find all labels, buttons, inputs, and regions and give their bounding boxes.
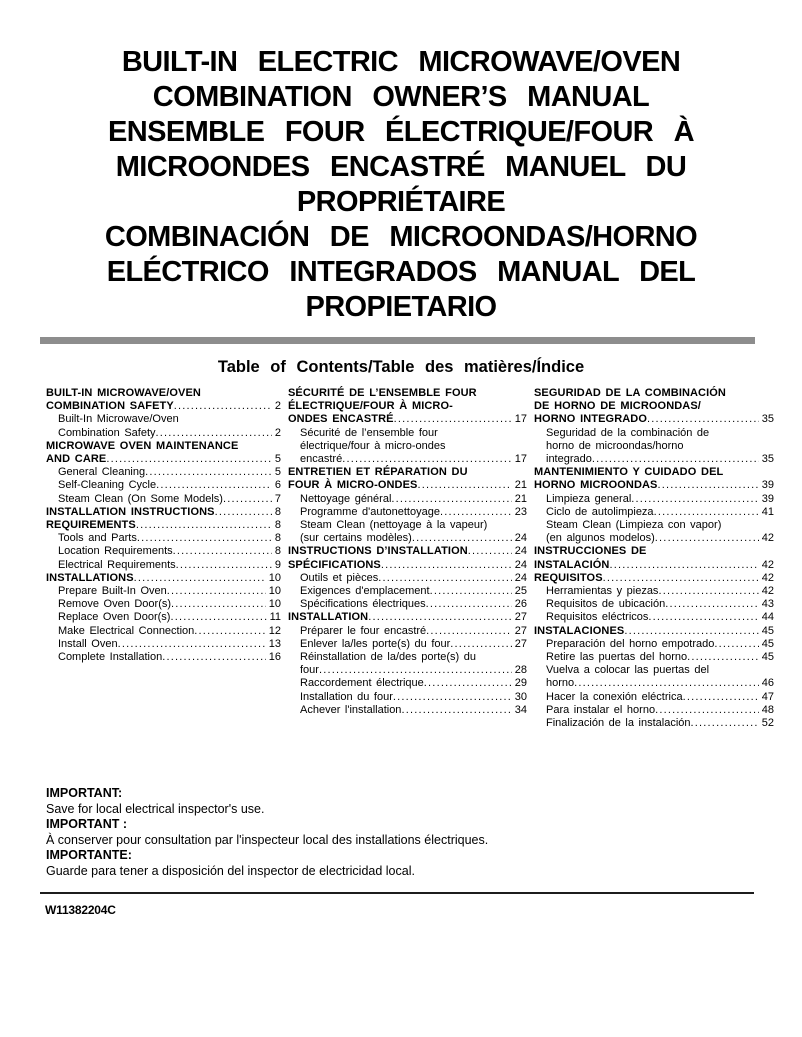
toc-column-spanish	[534, 387, 774, 730]
toc-page-number: 12	[268, 624, 281, 637]
divider-bar	[40, 337, 755, 344]
toc-dot-leader	[118, 638, 266, 651]
toc-row	[288, 493, 527, 506]
toc-dot-leader	[378, 572, 512, 585]
toc-row	[288, 611, 527, 624]
toc-row	[288, 466, 527, 479]
toc-section-label: AND CARE	[46, 453, 107, 466]
notice-text: À conserver pour consultation par l'inspecteur local des installations électriques.	[46, 832, 489, 847]
toc-dot-leader	[223, 493, 272, 506]
toc-section-label: INSTALLATION INSTRUCTIONS	[46, 505, 215, 518]
toc-section-label: HORNO INTEGRADO	[534, 413, 647, 426]
toc-row	[46, 572, 281, 585]
toc-page-number: 2	[274, 400, 281, 413]
toc-entry-label: Replace Oven Door(s)	[58, 611, 171, 624]
toc-dot-leader	[426, 625, 512, 638]
toc-section-label: ÉLECTRIQUE/FOUR À MICRO-	[288, 400, 453, 413]
toc-column-french	[288, 387, 527, 730]
toc-page-number: 30	[514, 690, 527, 703]
toc-dot-leader	[401, 704, 511, 717]
notice-text: Save for local electrical inspector's use.	[46, 801, 265, 816]
toc-row	[46, 493, 281, 506]
toc-page-number: 6	[274, 479, 281, 492]
toc-dot-leader	[136, 519, 272, 532]
toc-entry-label: Tools and Parts	[58, 532, 137, 545]
toc-dot-leader	[658, 585, 758, 598]
toc-section-label: COMBINATION SAFETY	[46, 400, 174, 413]
toc-row	[534, 519, 774, 532]
toc-page-number: 42	[761, 558, 774, 571]
toc-dot-leader	[624, 625, 758, 638]
toc-dot-leader	[174, 400, 272, 413]
toc-row	[46, 651, 281, 664]
toc-row	[534, 506, 774, 519]
toc-dot-leader	[655, 704, 759, 717]
toc-dot-leader	[574, 677, 759, 690]
toc-row	[534, 677, 774, 690]
toc-row	[534, 585, 774, 598]
toc-entry-label: Built-In Microwave/Oven	[58, 413, 179, 426]
toc-page-number: 47	[761, 690, 774, 703]
toc-section-label: INSTALACIONES	[534, 624, 625, 637]
toc-row	[288, 440, 527, 453]
toc-dot-leader	[714, 638, 758, 651]
toc-page-number: 8	[274, 519, 281, 532]
toc-entry-label: Complete Installation	[58, 651, 163, 664]
toc-row	[288, 559, 527, 572]
toc-entry-label: Steam Clean (Limpieza con vapor)	[546, 519, 722, 532]
toc-page-number: 5	[274, 466, 281, 479]
toc-page-number: 35	[761, 413, 774, 426]
toc-row	[288, 625, 527, 638]
toc-entry-label: (sur certains modèles)	[300, 532, 412, 545]
toc-entry-label: Sécurité de l’ensemble four	[300, 426, 438, 439]
toc-dot-leader	[440, 506, 512, 519]
notice-label: IMPORTANT :	[46, 817, 128, 832]
toc-dot-leader	[603, 572, 759, 585]
toc-dot-leader	[391, 493, 511, 506]
toc-row	[288, 664, 527, 677]
toc-heading: Table of Contents/Table des matières/Índice	[217, 358, 585, 376]
toc-section-label: INSTRUCTIONS D’INSTALLATION	[288, 545, 468, 558]
toc-row	[288, 651, 527, 664]
toc-row	[534, 598, 774, 611]
table-of-contents	[46, 387, 775, 730]
toc-row	[288, 506, 527, 519]
toc-row	[534, 387, 774, 400]
notice-text: Guarde para tener a disposición del inspector de electricidad local.	[46, 863, 415, 878]
toc-section-label: MANTENIMIENTO Y CUIDADO DEL	[534, 466, 724, 479]
toc-entry-label: Self-Cleaning Cycle	[58, 479, 157, 492]
toc-entry-label: Seguridad de la combinación de	[546, 426, 710, 439]
important-notices	[46, 786, 775, 879]
toc-dot-leader	[683, 691, 759, 704]
toc-page-number: 24	[514, 545, 527, 558]
toc-page-number: 17	[514, 453, 527, 466]
toc-row	[46, 453, 281, 466]
toc-entry-label: integrado	[546, 453, 592, 466]
toc-entry-label: Electrical Requirements	[58, 558, 176, 571]
toc-row	[46, 585, 281, 598]
toc-row	[534, 453, 774, 466]
toc-section-label: ONDES ENCASTRÉ	[288, 413, 394, 426]
toc-row	[288, 545, 527, 558]
toc-section-label: BUILT-IN MICROWAVE/OVEN	[46, 387, 201, 399]
toc-section-label: ENTRETIEN ET RÉPARATION DU	[288, 466, 468, 479]
toc-section-label: SÉCURITÉ DE L’ENSEMBLE FOUR	[288, 387, 477, 399]
title-line: ELÉCTRICO INTEGRADOS MANUAL DEL	[106, 256, 696, 288]
toc-dot-leader	[424, 677, 512, 690]
toc-page-number: 5	[274, 453, 281, 466]
toc-row	[288, 400, 527, 413]
toc-row	[534, 664, 774, 677]
toc-section-label: INSTALACIÓN	[534, 558, 610, 571]
toc-section-label: REQUIREMENTS	[46, 519, 136, 532]
toc-entry-label: Preparación del horno empotrado	[546, 637, 715, 650]
toc-row	[534, 532, 774, 545]
toc-dot-leader	[430, 585, 512, 598]
toc-entry-label: Location Requirements	[58, 545, 173, 558]
toc-row	[46, 413, 281, 426]
toc-row	[46, 598, 281, 611]
toc-entry-label: Programme d'autonettoyage	[300, 505, 440, 518]
toc-page-number: 2	[274, 426, 281, 439]
toc-page-number: 21	[514, 479, 527, 492]
title-line: BUILT-IN ELECTRIC MICROWAVE/OVEN	[121, 46, 681, 78]
toc-entry-label: Requisitos de ubicación	[546, 598, 666, 611]
toc-page-number: 23	[514, 505, 527, 518]
title-line: ENSEMBLE FOUR ÉLECTRIQUE/FOUR À	[108, 116, 694, 148]
toc-dot-leader	[592, 453, 759, 466]
toc-dot-leader	[654, 506, 759, 519]
toc-entry-label: Ciclo de autolimpieza	[546, 505, 654, 518]
toc-row	[534, 638, 774, 651]
toc-dot-leader	[658, 479, 759, 492]
toc-page-number: 9	[274, 558, 281, 571]
footer-rule	[40, 892, 754, 894]
toc-page-number: 35	[761, 453, 774, 466]
toc-page-number: 34	[514, 703, 527, 716]
toc-dot-leader	[412, 532, 512, 545]
toc-page-number: 46	[761, 677, 774, 690]
toc-row	[534, 400, 774, 413]
toc-entry-label: Installation du four	[300, 690, 393, 703]
toc-dot-leader	[194, 625, 265, 638]
toc-dot-leader	[162, 651, 266, 664]
toc-dot-leader	[173, 545, 272, 558]
toc-page-number: 28	[514, 664, 527, 677]
toc-page-number: 45	[761, 624, 774, 637]
toc-dot-leader	[647, 413, 759, 426]
toc-dot-leader	[417, 479, 511, 492]
toc-entry-label: Make Electrical Connection	[58, 624, 195, 637]
toc-entry-label: Steam Clean (nettoyage à la vapeur)	[300, 519, 488, 532]
toc-section-label: FOUR À MICRO-ONDES	[288, 479, 418, 492]
notice-label: IMPORTANT:	[46, 786, 123, 801]
toc-entry-label: encastré	[300, 453, 343, 466]
toc-row	[46, 479, 281, 492]
toc-row	[46, 440, 281, 453]
toc-page-number: 29	[514, 677, 527, 690]
toc-page-number: 17	[514, 413, 527, 426]
toc-page-number: 24	[514, 532, 527, 545]
toc-entry-label: Achever l'installation	[300, 703, 402, 716]
toc-entry-label: horno de microondas/horno	[546, 439, 684, 452]
toc-row	[288, 585, 527, 598]
toc-entry-label: four	[300, 664, 319, 677]
toc-entry-label: Requisitos eléctricos	[546, 611, 649, 624]
toc-dot-leader	[450, 638, 511, 651]
toc-row	[534, 479, 774, 492]
toc-dot-leader	[468, 545, 512, 558]
toc-entry-label: Vuelva a colocar las puertas del	[546, 664, 710, 677]
toc-row	[534, 559, 774, 572]
toc-page-number: 39	[761, 492, 774, 505]
toc-row	[288, 638, 527, 651]
toc-page-number: 11	[269, 611, 281, 624]
toc-dot-leader	[609, 559, 758, 572]
toc-row	[288, 691, 527, 704]
toc-row	[46, 625, 281, 638]
toc-dot-leader	[687, 651, 759, 664]
toc-section-label: SEGURIDAD DE LA COMBINACIÓN	[534, 387, 726, 399]
toc-page-number: 45	[761, 651, 774, 664]
toc-dot-leader	[171, 598, 266, 611]
toc-page-number: 10	[268, 598, 281, 611]
toc-entry-label: Finalización de la instalación	[546, 717, 691, 730]
toc-row	[288, 479, 527, 492]
toc-page-number: 27	[514, 637, 527, 650]
toc-row	[288, 677, 527, 690]
toc-row	[288, 413, 527, 426]
title-line: PROPIETARIO	[305, 291, 497, 323]
toc-row	[288, 532, 527, 545]
toc-dot-leader	[631, 493, 758, 506]
toc-row	[534, 440, 774, 453]
toc-row	[46, 638, 281, 651]
toc-page-number: 42	[761, 585, 774, 598]
toc-dot-leader	[137, 532, 272, 545]
toc-page-number: 52	[761, 717, 774, 730]
toc-dot-leader	[665, 598, 759, 611]
toc-dot-leader	[134, 572, 266, 585]
toc-page-number: 24	[514, 571, 527, 584]
toc-dot-leader	[426, 598, 512, 611]
toc-row	[46, 466, 281, 479]
toc-section-label: DE HORNO DE MICROONDAS/	[534, 400, 701, 413]
toc-row	[534, 625, 774, 638]
toc-page-number: 44	[761, 611, 774, 624]
toc-entry-label: Nettoyage général	[300, 492, 392, 505]
toc-row	[288, 453, 527, 466]
toc-row	[534, 493, 774, 506]
toc-row	[46, 532, 281, 545]
toc-page-number: 8	[274, 532, 281, 545]
toc-row	[46, 545, 281, 558]
toc-page-number: 42	[761, 532, 774, 545]
title-line: PROPRIÉTAIRE	[296, 186, 506, 218]
title-line: COMBINACIÓN DE MICROONDAS/HORNO	[104, 221, 698, 253]
manual-title	[56, 0, 746, 325]
toc-page-number: 16	[268, 651, 281, 664]
toc-page-number: 27	[514, 624, 527, 637]
toc-entry-label: Exigences d'emplacement	[300, 585, 430, 598]
toc-row	[534, 427, 774, 440]
toc-section-label: MICROWAVE OVEN MAINTENANCE	[46, 439, 239, 452]
toc-section-label: HORNO MICROONDAS	[534, 479, 658, 492]
toc-row	[46, 400, 281, 413]
toc-dot-leader	[319, 664, 512, 677]
toc-entry-label: Réinstallation de la/des porte(s) du	[300, 651, 476, 664]
toc-page-number: 41	[761, 505, 774, 518]
toc-section-label: INSTALLATION	[288, 611, 369, 624]
toc-dot-leader	[381, 559, 512, 572]
toc-row	[288, 704, 527, 717]
toc-page-number: 26	[514, 598, 527, 611]
toc-row	[534, 717, 774, 730]
toc-row	[288, 572, 527, 585]
title-line: MICROONDES ENCASTRÉ MANUEL DU	[115, 151, 687, 183]
toc-dot-leader	[176, 559, 272, 572]
toc-entry-label: horno	[546, 677, 575, 690]
toc-entry-label: General Cleaning	[58, 466, 146, 479]
toc-entry-label: Outils et pièces	[300, 571, 379, 584]
toc-row	[288, 387, 527, 400]
toc-page-number: 25	[514, 585, 527, 598]
toc-row	[534, 413, 774, 426]
toc-page-number: 13	[268, 637, 281, 650]
toc-page-number: 10	[268, 585, 281, 598]
toc-entry-label: Para instalar el horno	[546, 703, 656, 716]
toc-entry-label: Raccordement électrique	[300, 677, 424, 690]
toc-entry-label: électrique/four à micro-ondes	[300, 439, 446, 452]
toc-dot-leader	[156, 427, 272, 440]
toc-page-number: 42	[761, 571, 774, 584]
toc-page-number: 8	[274, 505, 281, 518]
toc-dot-leader	[655, 532, 759, 545]
toc-section-label: INSTRUCCIONES DE	[534, 545, 647, 558]
toc-row	[534, 691, 774, 704]
document-number: W11382204C	[45, 903, 116, 918]
toc-page-number: 27	[514, 611, 527, 624]
toc-row	[46, 387, 281, 400]
toc-page-number: 8	[274, 545, 281, 558]
toc-dot-leader	[167, 585, 266, 598]
toc-row	[534, 704, 774, 717]
toc-dot-leader	[215, 506, 272, 519]
toc-entry-label: Limpieza general	[546, 492, 632, 505]
toc-entry-label: (en algunos modelos)	[546, 532, 655, 545]
toc-section-label: INSTALLATIONS	[46, 571, 134, 584]
toc-page-number: 43	[761, 598, 774, 611]
toc-dot-leader	[156, 479, 272, 492]
toc-entry-label: Enlever la/les porte(s) du four	[300, 637, 451, 650]
toc-section-label: SPÉCIFICATIONS	[288, 558, 381, 571]
toc-page-number: 10	[268, 571, 281, 584]
toc-entry-label: Remove Oven Door(s)	[58, 598, 172, 611]
toc-row	[46, 519, 281, 532]
toc-entry-label: Préparer le four encastré	[300, 624, 427, 637]
toc-dot-leader	[368, 611, 512, 624]
toc-dot-leader	[691, 717, 759, 730]
toc-dot-leader	[342, 453, 512, 466]
toc-row	[288, 519, 527, 532]
toc-dot-leader	[393, 691, 512, 704]
toc-entry-label: Steam Clean (On Some Models)	[58, 492, 223, 505]
toc-entry-label: Herramientas y piezas	[546, 585, 659, 598]
toc-section-label: REQUISITOS	[534, 571, 603, 584]
title-line: COMBINATION OWNER’S MANUAL	[152, 81, 650, 113]
toc-dot-leader	[394, 413, 512, 426]
toc-entry-label: Install Oven	[58, 637, 118, 650]
toc-page-number: 7	[274, 492, 281, 505]
toc-entry-label: Retire las puertas del horno	[546, 651, 688, 664]
toc-entry-label: Prepare Built-In Oven	[58, 585, 167, 598]
toc-dot-leader	[648, 611, 758, 624]
toc-entry-label: Hacer la conexión eléctrica	[546, 690, 683, 703]
toc-row	[534, 651, 774, 664]
toc-row	[534, 572, 774, 585]
toc-page-number: 39	[761, 479, 774, 492]
toc-entry-label: Spécifications électriques	[300, 598, 426, 611]
notice-label: IMPORTANTE:	[46, 848, 132, 863]
toc-row	[46, 559, 281, 572]
toc-page-number: 48	[761, 703, 774, 716]
toc-row	[534, 545, 774, 558]
toc-dot-leader	[170, 611, 266, 624]
toc-row	[534, 611, 774, 624]
toc-page-number: 24	[514, 558, 527, 571]
toc-row	[288, 598, 527, 611]
toc-dot-leader	[106, 453, 272, 466]
toc-row	[46, 611, 281, 624]
toc-row	[534, 466, 774, 479]
toc-row	[288, 427, 527, 440]
toc-row	[46, 506, 281, 519]
toc-row	[46, 427, 281, 440]
toc-column-english	[46, 387, 281, 730]
toc-page-number: 21	[514, 492, 527, 505]
toc-entry-label: Combination Safety	[58, 426, 156, 439]
toc-dot-leader	[145, 466, 272, 479]
toc-page-number: 45	[761, 637, 774, 650]
